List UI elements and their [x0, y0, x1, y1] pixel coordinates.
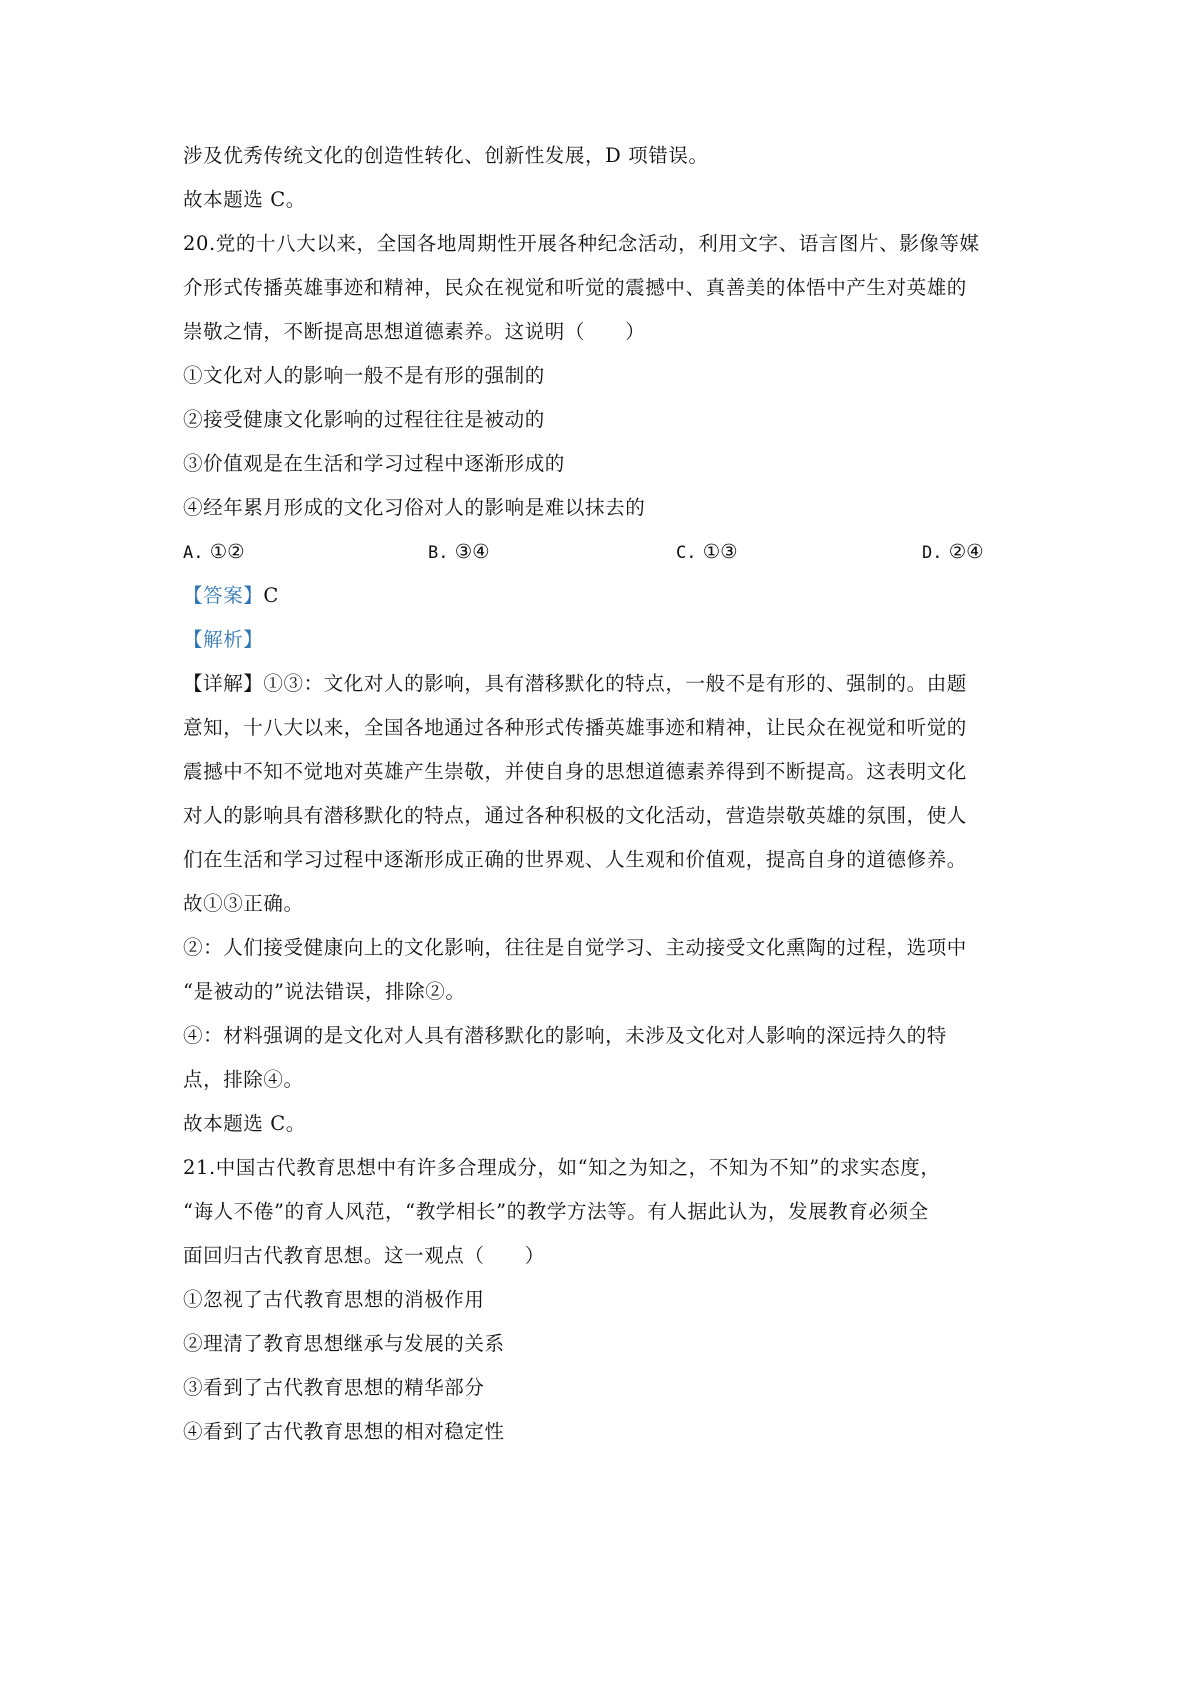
q20-answer [183, 582, 1043, 610]
q21-item: ②理清了教育思想继承与发展的关系 [183, 1332, 505, 1355]
answer-tag: 【答案】 [183, 584, 264, 607]
q20-stem-line: 20.党的十八大以来，全国各地周期性开展各种纪念活动，利用文字、语言图片、影像等媒 [183, 232, 980, 255]
q20-item: ④经年累月形成的文化习俗对人的影响是难以抹去的 [183, 496, 646, 519]
option-value: ①② [209, 540, 245, 563]
answer-value: C [263, 584, 279, 607]
q20-item: ②接受健康文化影响的过程往往是被动的 [183, 408, 545, 431]
option-a [183, 538, 245, 567]
option-d [922, 538, 984, 567]
intro-line: 涉及优秀传统文化的创造性转化、创新性发展，D 项错误。 [183, 144, 709, 167]
q21-stem-line: 21.中国古代教育思想中有许多合理成分，如“知之为知之，不知为不知”的求实态度， [183, 1156, 941, 1179]
option-letter: C. [676, 543, 697, 563]
intro-conclusion: 故本题选 C。 [183, 188, 306, 211]
q21-stem-line: “诲人不倦”的育人风范，“教学相长”的教学方法等。有人据此认为，发展教育必须全 [183, 1200, 929, 1223]
q20-options [183, 538, 1043, 566]
q20-item: ③价值观是在生活和学习过程中逐渐形成的 [183, 452, 565, 475]
q20-conclusion: 故本题选 C。 [183, 1112, 306, 1135]
detail-line: 对人的影响具有潜移默化的特点，通过各种积极的文化活动，营造崇敬英雄的氛围，使人 [183, 804, 967, 827]
q21-stem-line: 面回归古代教育思想。这一观点（ ） [183, 1244, 545, 1267]
detail-line [183, 670, 1043, 698]
analysis-tag: 【解析】 [183, 628, 264, 651]
q21-item: ④看到了古代教育思想的相对稳定性 [183, 1420, 505, 1443]
q20-stem-line: 介形式传播英雄事迹和精神，民众在视觉和听觉的震撼中、真善美的体悟中产生对英雄的 [183, 276, 967, 299]
detail-text: ①③：文化对人的影响，具有潜移默化的特点，一般不是有形的、强制的。由题 [263, 672, 967, 695]
option-value: ③④ [454, 540, 490, 563]
detail-line: 震撼中不知不觉地对英雄产生崇敬，并使自身的思想道德素养得到不断提高。这表明文化 [183, 760, 967, 783]
option-b [428, 538, 490, 567]
option-letter: B. [428, 543, 449, 563]
option-c [676, 538, 738, 567]
detail-line: 故①③正确。 [183, 892, 304, 915]
detail-line: 意知，十八大以来，全国各地通过各种形式传播英雄事迹和精神，让民众在视觉和听觉的 [183, 716, 967, 739]
detail-tag: 【详解】 [183, 672, 264, 695]
detail-line: ④：材料强调的是文化对人具有潜移默化的影响，未涉及文化对人影响的深远持久的特 [183, 1024, 947, 1047]
option-letter: D. [922, 543, 943, 563]
detail-line: “是被动的”说法错误，排除②。 [183, 980, 466, 1003]
option-letter: A. [183, 543, 204, 563]
q20-item: ①文化对人的影响一般不是有形的强制的 [183, 364, 545, 387]
q20-stem-line: 崇敬之情，不断提高思想道德素养。这说明（ ） [183, 320, 646, 343]
option-value: ①③ [702, 540, 738, 563]
q21-item: ③看到了古代教育思想的精华部分 [183, 1376, 485, 1399]
detail-line: 点，排除④。 [183, 1068, 304, 1091]
q21-item: ①忽视了古代教育思想的消极作用 [183, 1288, 485, 1311]
detail-line: 们在生活和学习过程中逐渐形成正确的世界观、人生观和价值观，提高自身的道德修养。 [183, 848, 967, 871]
detail-line: ②：人们接受健康向上的文化影响，往往是自觉学习、主动接受文化熏陶的过程，选项中 [183, 936, 967, 959]
option-value: ②④ [948, 540, 984, 563]
